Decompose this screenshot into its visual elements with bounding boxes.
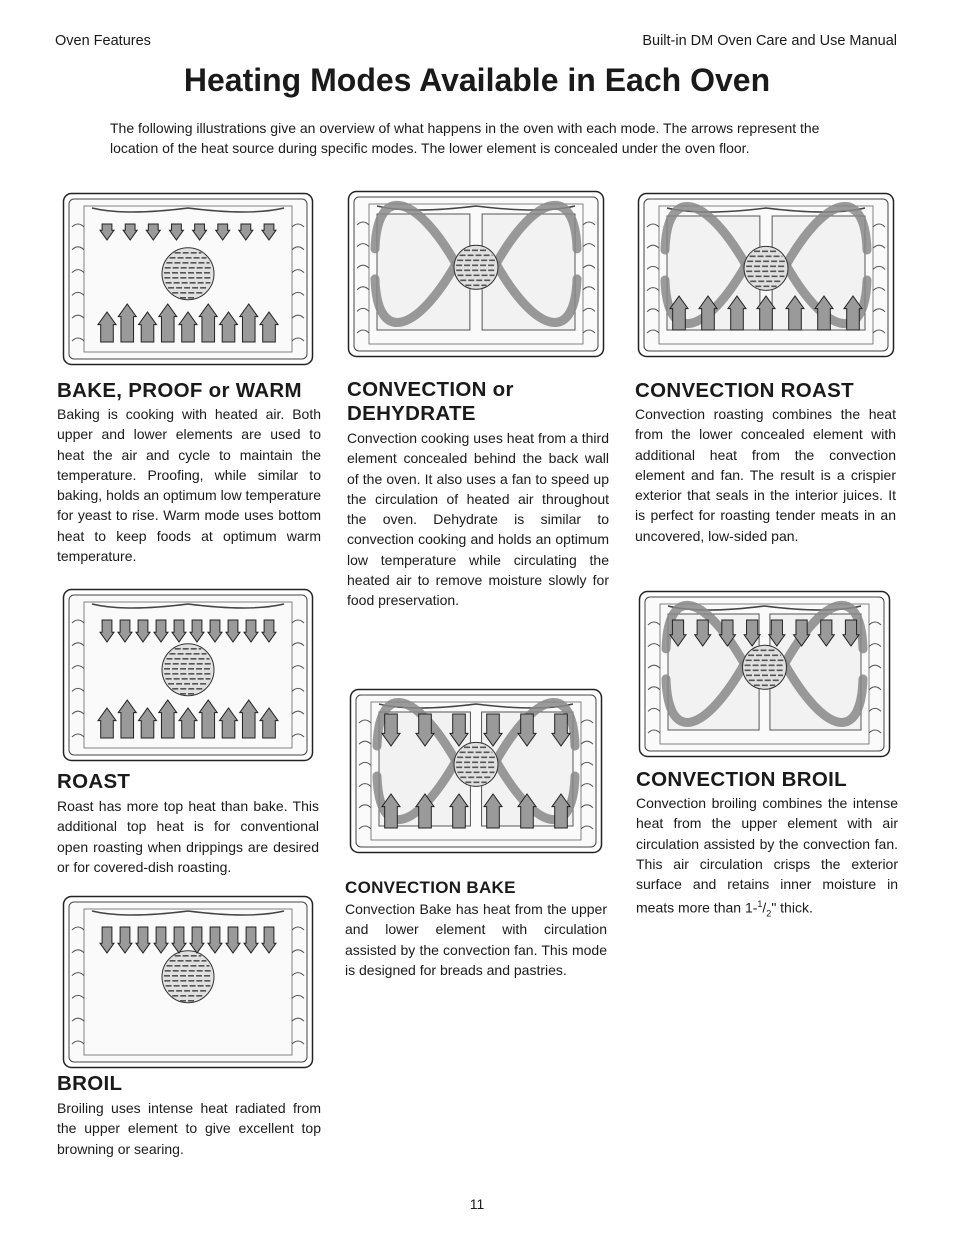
convection-bake-oven-illustration — [349, 688, 603, 854]
roast-mode-title: ROAST — [57, 770, 131, 793]
convection-roast-mode-title: CONVECTION ROAST — [635, 379, 854, 402]
convection-roast-oven-illustration — [637, 192, 895, 358]
header-manual-title: Built-in DM Oven Care and Use Manual — [642, 33, 897, 49]
convection-broil-mode-title: CONVECTION BROIL — [636, 768, 847, 791]
bake-mode-title: BAKE, PROOF or WARM — [57, 379, 302, 402]
bake-oven-illustration — [62, 192, 314, 366]
broil-mode-title: BROIL — [57, 1072, 123, 1095]
convection-broil-text-end: " thick. — [771, 900, 813, 917]
page-number: 11 — [469, 1196, 485, 1212]
roast-oven-illustration — [62, 588, 314, 762]
intro-paragraph: The following illustrations give an overview of what happens in the oven with each mode. The arrows represent the location of the heat source during specific modes. The lower element is concealed under the oven floor. — [110, 120, 820, 156]
convection-oven-illustration — [347, 190, 605, 358]
bake-mode-description: Baking is cooking with heated air. Both upper and lower elements are used to heat the air and cycle to maintain the temperature. Proofing, while similar to baking, holds an optimum low temperature for yeast to rise. Warm mode uses bottom heat to keep foods at optimum warm temperature. — [57, 406, 321, 565]
header-section-name: Oven Features — [55, 33, 151, 49]
fraction-numerator: 1 — [757, 899, 763, 910]
convection-mode-title: CONVECTION or DEHYDRATE — [347, 378, 514, 425]
convection-bake-mode-title: CONVECTION BAKE — [345, 878, 516, 897]
convection-roast-mode-description: Convection roasting combines the heat from the lower concealed element with additional heat from the convection element and fan. The result is a crispier exterior that seals in the interior juices. It is perfect for roasting tender meats in an uncovered, low-sided pan. — [635, 406, 896, 544]
convection-bake-mode-description: Convection Bake has heat from the upper and lower element with circulation assisted by the convection fan. This mode is designed for breads and pastries. — [345, 901, 607, 978]
convection-broil-oven-illustration — [638, 590, 891, 758]
convection-broil-mode-description: Convection broiling combines the intense heat from the upper element with air circulation assisted by the convection fan. This air circulation crisps the exterior surface and retains inner moisture in meats more than $1-^1/_2$" thick. — [636, 795, 898, 919]
broil-mode-description: Broiling uses intense heat radiated from the upper element to give excellent top browning or searing. — [57, 1100, 321, 1157]
fraction-denominator: 2 — [766, 908, 772, 919]
broil-oven-illustration — [62, 895, 314, 1069]
convection-broil-text: Convection broiling combines the intense heat from the upper element with air circulation assisted by the convection fan. This air circulation crisps the exterior surface and retains inner moisture in meats more than 1- — [636, 795, 898, 917]
page-title: Heating Modes Available in Each Oven — [183, 62, 771, 98]
convection-mode-description: Convection cooking uses heat from a third element concealed behind the back wall of the oven. It also uses a fan to speed up the circulation of heated air throughout the oven. Dehydrate is similar to convection cooking and holds an optimum low temperature while circulating the heated air to remove moisture slowly for food preservation. — [347, 430, 609, 609]
roast-mode-description: Roast has more top heat than bake. This additional top heat is for conventional open roasting when drippings are desired or for covered-dish roasting. — [57, 798, 319, 875]
